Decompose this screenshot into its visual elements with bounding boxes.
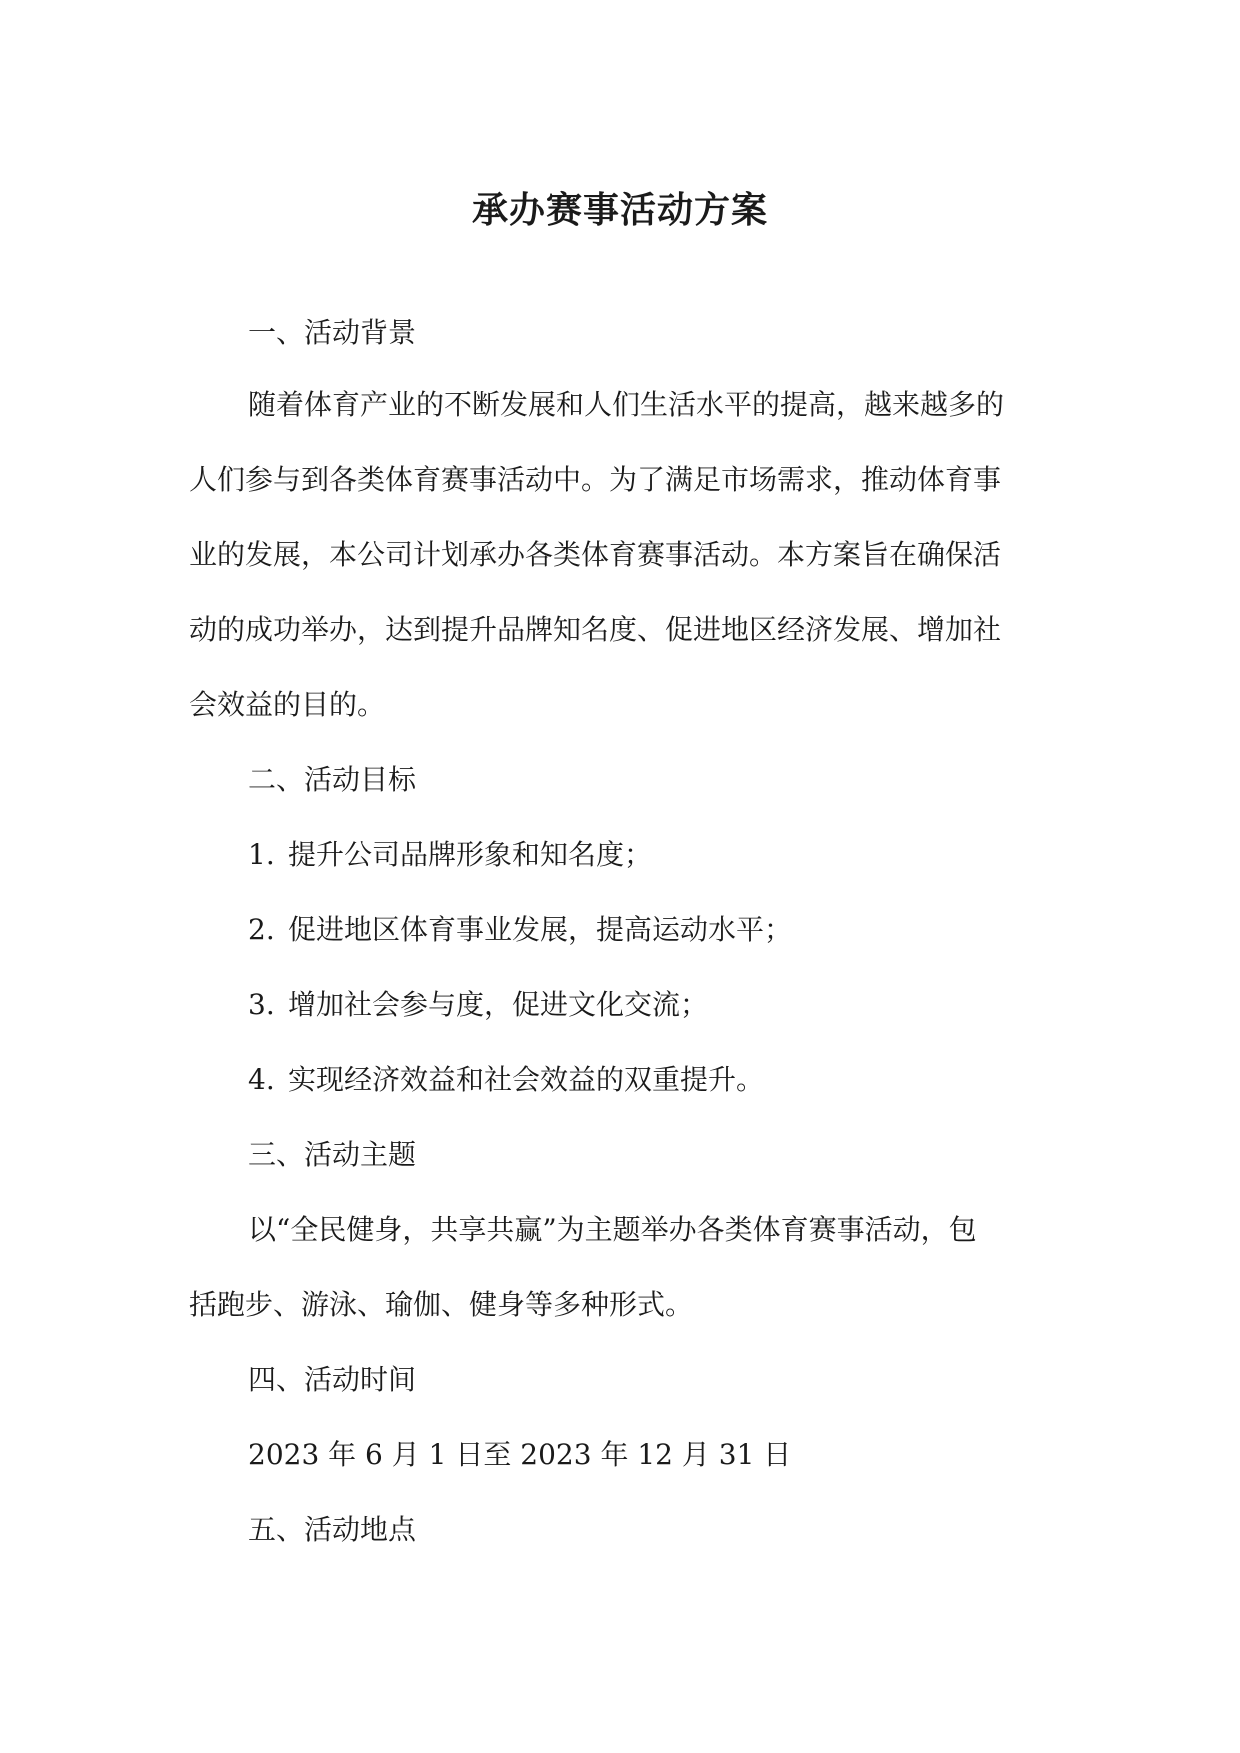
section-heading-theme: 三、活动主题 — [248, 1138, 417, 1171]
list-item-text: 提升公司品牌形象和知名度； — [288, 838, 653, 871]
list-item-text: 增加社会参与度，促进文化交流； — [288, 988, 709, 1021]
section-heading-goals: 二、活动目标 — [248, 763, 417, 796]
list-item-number: 4. — [248, 1063, 275, 1096]
section-heading-location: 五、活动地点 — [248, 1513, 417, 1546]
list-item — [248, 910, 792, 950]
list-item-text: 实现经济效益和社会效益的双重提升。 — [288, 1063, 765, 1096]
list-item — [248, 1060, 764, 1100]
list-item — [248, 835, 652, 875]
paragraph-line: 以“全民健身，共享共赢”为主题举办各类体育赛事活动，包 — [248, 1213, 977, 1246]
section-heading-background: 一、活动背景 — [248, 316, 417, 349]
paragraph-line: 括跑步、游泳、瑜伽、健身等多种形式。 — [189, 1288, 694, 1321]
document-title: 承办赛事活动方案 — [471, 189, 768, 231]
section-heading-time: 四、活动时间 — [248, 1363, 417, 1396]
list-item-text: 促进地区体育事业发展，提高运动水平； — [288, 913, 793, 946]
list-item-number: 3. — [248, 988, 275, 1021]
paragraph-line: 会效益的目的。 — [189, 688, 386, 721]
paragraph-line: 人们参与到各类体育赛事活动中。为了满足市场需求，推动体育事 — [189, 463, 1002, 496]
list-item — [248, 985, 708, 1025]
paragraph-line: 业的发展，本公司计划承办各类体育赛事活动。本方案旨在确保活 — [189, 538, 1002, 571]
paragraph-line: 动的成功举办，达到提升品牌知名度、促进地区经济发展、增加社 — [189, 613, 1002, 646]
list-item-number: 2. — [248, 913, 275, 946]
list-item-number: 1. — [248, 838, 275, 871]
paragraph-line: 2023 年 6 月 1 日至 2023 年 12 月 31 日 — [248, 1438, 792, 1471]
paragraph-line: 随着体育产业的不断发展和人们生活水平的提高，越来越多的 — [248, 388, 1005, 421]
